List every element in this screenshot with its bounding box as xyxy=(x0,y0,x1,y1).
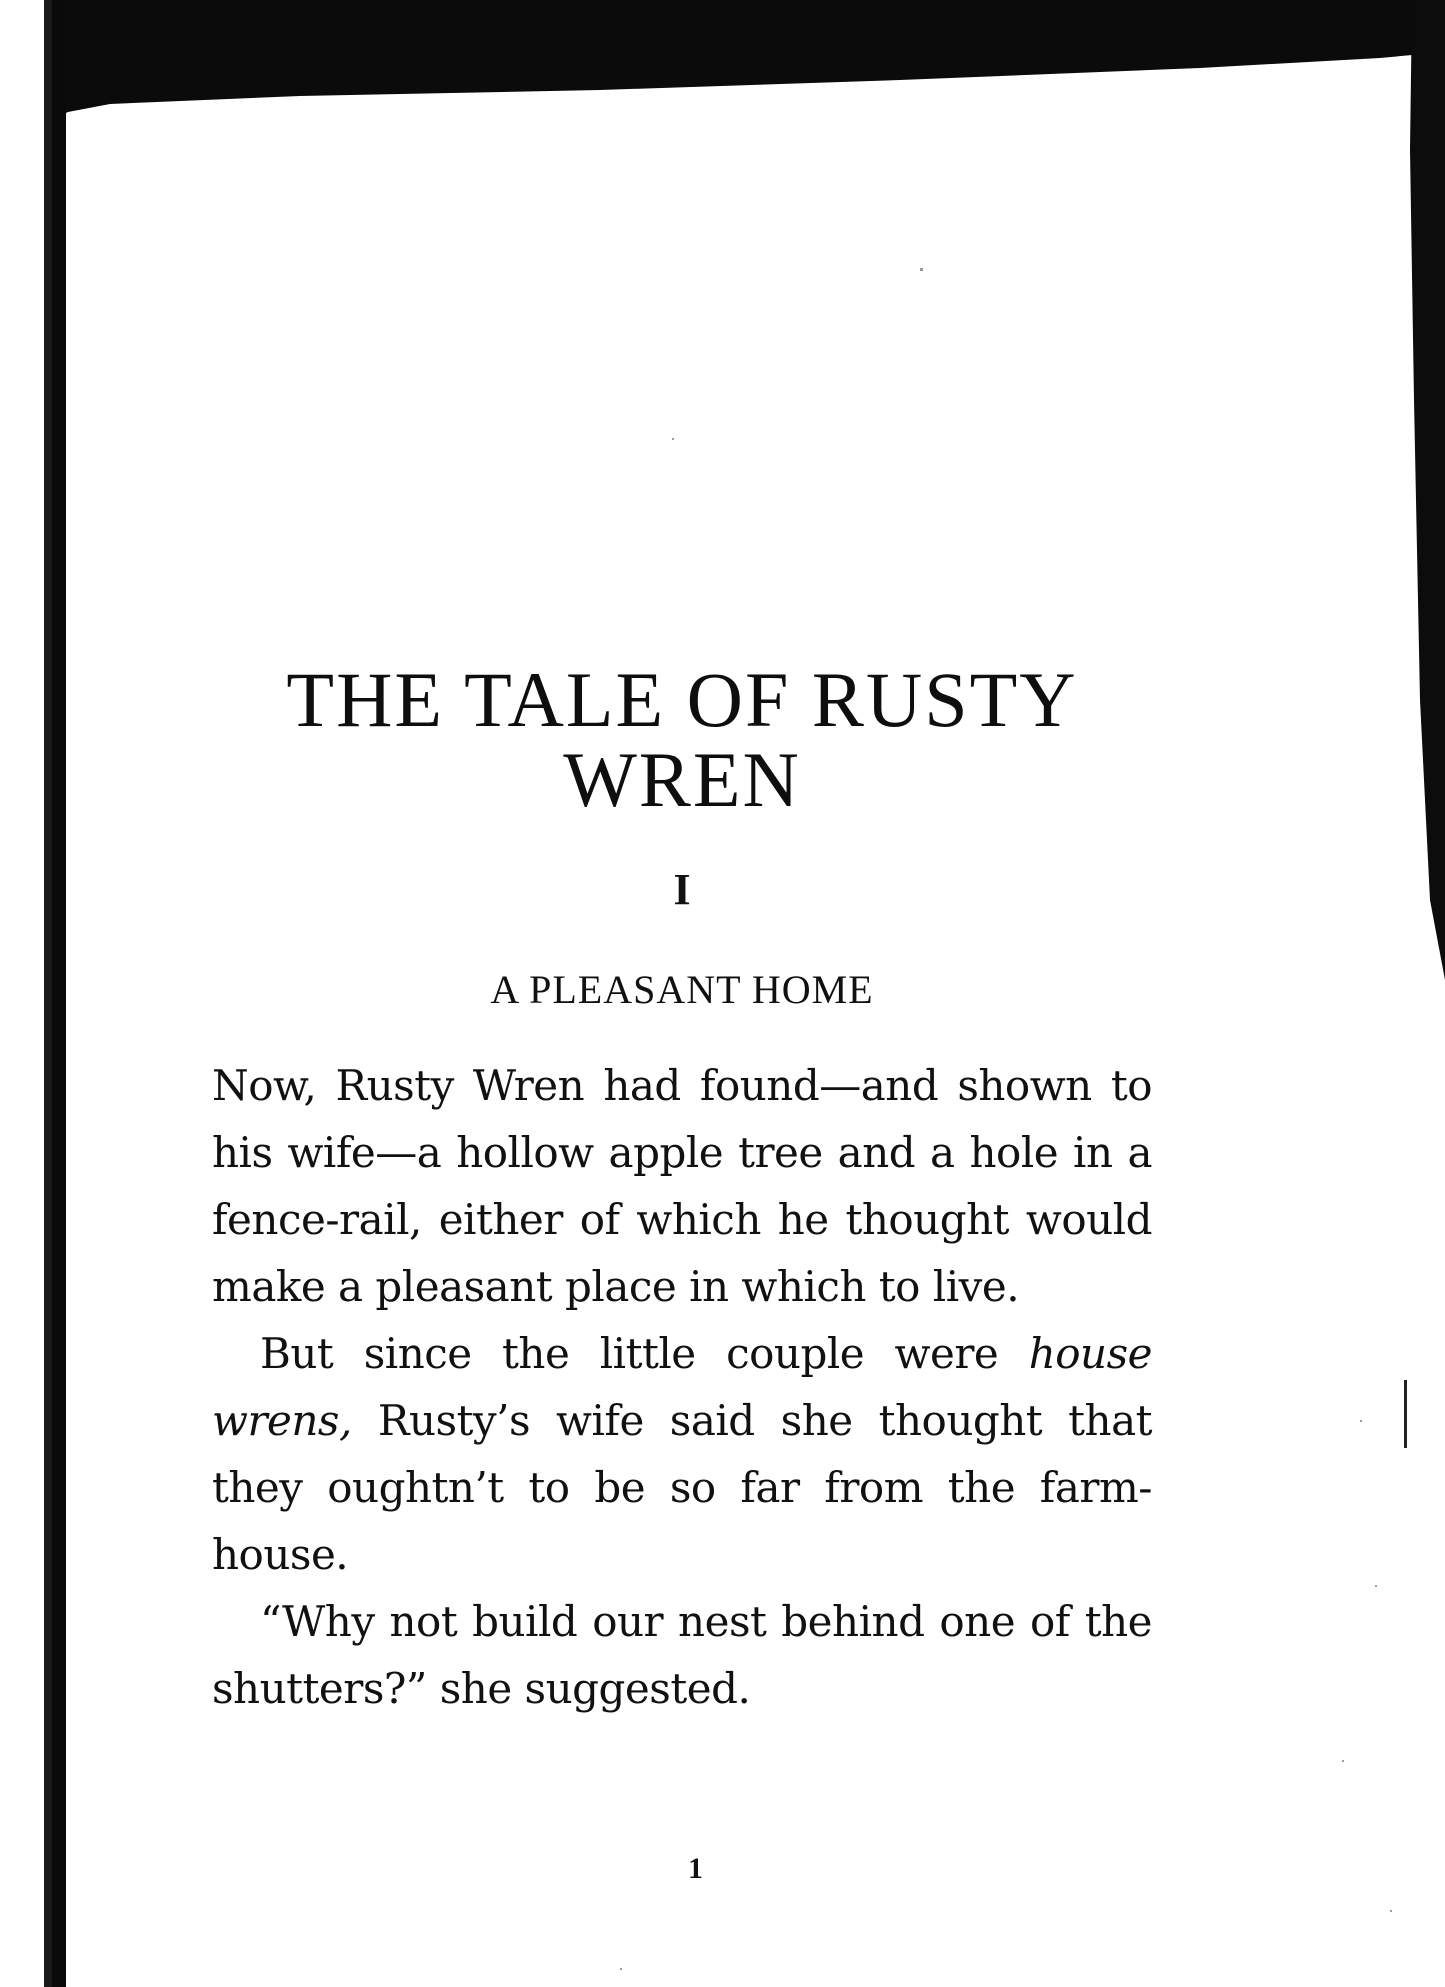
book-title-line-2: WREN xyxy=(563,736,801,823)
paragraph-1: Now, Rusty Wren had found—and shown to his wife—a hollow apple tree and a hole in a fence-rail, either of which he thought would make a pleasant place in which to live. xyxy=(212,1061,1152,1311)
chapter-title: A PLEASANT HOME xyxy=(490,967,874,1012)
book-title-line-1: THE TALE OF RUSTY xyxy=(286,656,1078,743)
paragraph-2-end: Rusty’s wife said she thought that they oughtn’t to be so far from the farm-house. xyxy=(212,1396,1152,1579)
chapter-body xyxy=(212,1052,1152,1722)
paragraph-2 xyxy=(212,1320,1152,1588)
page-number: 1 xyxy=(688,1852,703,1885)
paragraph-3: “Why not build our nest behind one of the shutters?” she suggested. xyxy=(212,1597,1152,1713)
chapter-number: I xyxy=(673,865,691,914)
left-scan-border xyxy=(50,0,66,1987)
top-scan-shadow xyxy=(0,0,1445,118)
book-title xyxy=(212,656,1152,823)
page-content xyxy=(212,656,1152,1722)
paragraph-2-italic: house wrens, xyxy=(212,1329,1152,1445)
right-scan-border xyxy=(1410,0,1445,980)
paragraph-2-start: But since the little couple were xyxy=(260,1329,1029,1378)
